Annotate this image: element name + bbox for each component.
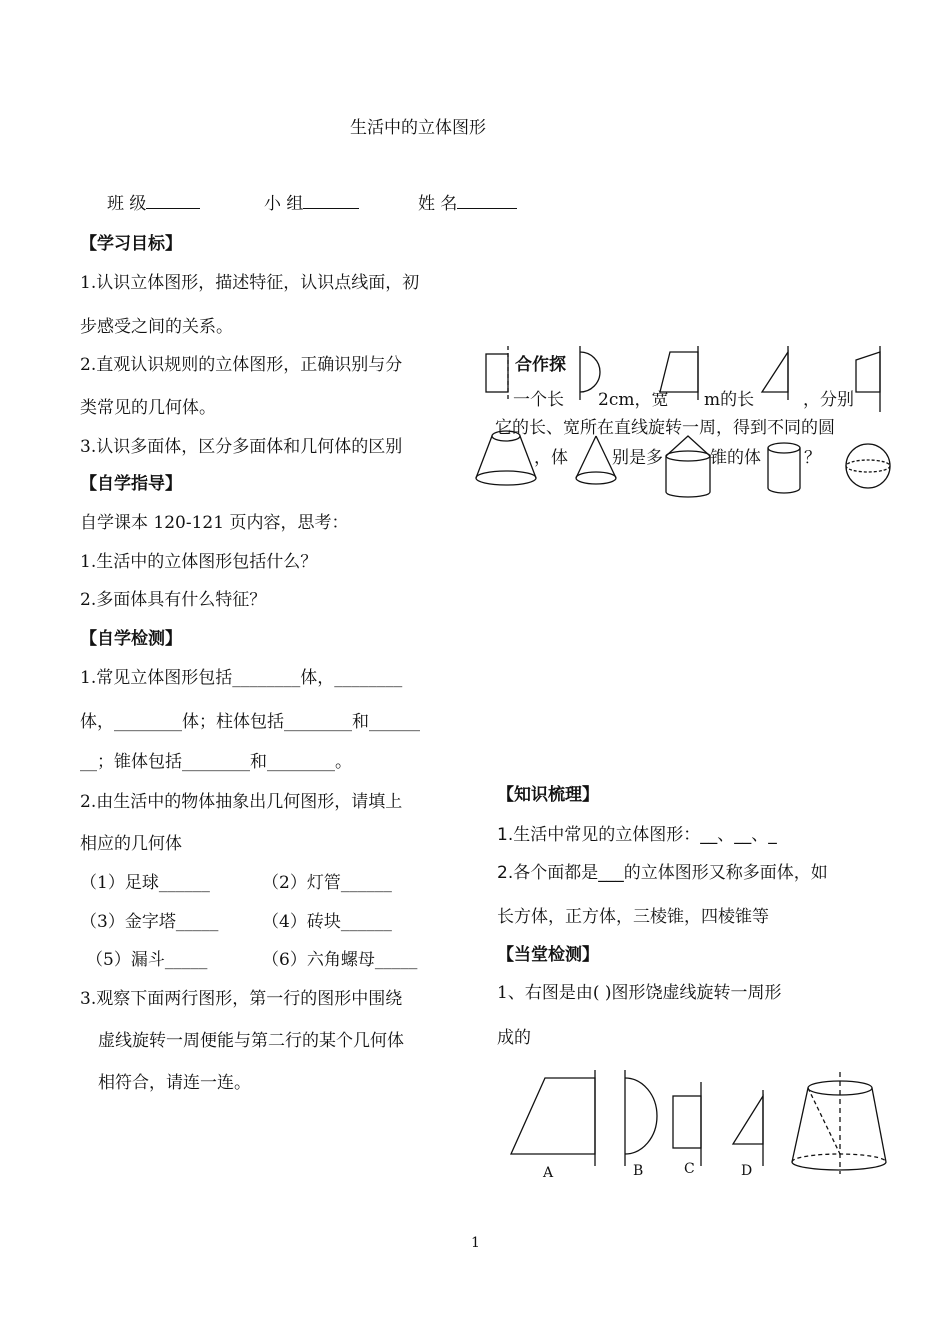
option-c-rectangle [673,1096,701,1148]
frustum-base [476,471,536,485]
frustum-hidden-edge [808,1088,840,1154]
page-number: 1 [471,1235,480,1251]
group-blank[interactable] [303,194,359,209]
option-label: D [741,1163,753,1179]
cone-cylinder-middle [666,451,710,461]
guide-heading: 【自学指导】 [80,474,182,494]
objectives-heading: 【学习目标】 [80,234,182,254]
guide-line: 自学课本 120-121 页内容，思考： [80,513,349,533]
summary-line: 1.生活中常见的立体图形：__、__、_ [497,825,777,845]
check-item: （3）金字塔_____ [80,912,219,932]
page-title: 生活中的立体图形 [350,118,486,138]
summary-line: 2.各个面都是___的立体图形又称多面体，如 [497,863,828,883]
option-label: C [684,1161,695,1177]
explore-fragment: ，体 [534,448,568,468]
check-item: （5）漏斗_____ [86,950,208,970]
check-heading: 【自学检测】 [80,629,182,649]
frustum-side [872,1088,886,1162]
explore-fragment: ，分别 [803,390,854,410]
objectives-line: 3.认识多面体，区分多面体和几何体的区别 [80,437,403,457]
cone-base [576,472,616,484]
objectives-line: 步感受之间的关系。 [80,317,233,337]
class-field[interactable] [107,189,200,214]
check-line: 相符合，请连一连。 [98,1073,251,1093]
class-blank[interactable] [146,194,200,209]
explore-fragment: ？ [804,448,821,468]
check-item: （6）六角螺母_____ [262,950,418,970]
check-item: （2）灯管______ [262,873,392,893]
explore-line: 它的长、宽所在直线旋转一周，得到不同的圆 [495,418,835,438]
check-item: （4）砖块______ [262,912,392,932]
option-a-trapezoid [511,1078,595,1154]
name-label: 姓 名 [418,194,458,214]
option-label: B [633,1163,644,1179]
name-blank[interactable] [457,194,517,209]
class-check-line: 成的 [497,1028,531,1048]
check-line: 3.观察下面两行图形，第一行的图形中围绕 [80,989,403,1009]
objectives-line: 类常见的几何体。 [80,398,216,418]
guide-line: 2.多面体具有什么特征？ [80,590,267,610]
frustum-side [792,1088,808,1162]
explore-fragment: 锥的体 [710,448,761,468]
rotation-figures [505,1070,905,1185]
check-line: 1.常见立体图形包括________体，________ [80,668,403,688]
check-line: 2.由生活中的物体抽象出几何图形，请填上 [80,792,403,812]
option-d-triangle [733,1096,763,1144]
explore-fragment: 2cm，宽 [598,390,669,410]
cone-cylinder-base [666,492,710,497]
check-line: 虚线旋转一周便能与第二行的某个几何体 [98,1031,404,1051]
option-label: A [543,1165,554,1181]
group-field[interactable] [264,189,359,214]
explore-fragment: 一个长 [513,390,564,410]
class-check-line: 1、右图是由( )图形饶虚线旋转一周形 [497,983,782,1003]
summary-line: 长方体，正方体，三棱锥，四棱锥等 [497,907,769,927]
check-item: （1）足球______ [80,873,210,893]
explore-fragment: 别是多 [612,448,663,468]
group-label: 小 组 [264,194,304,214]
sphere-equator [846,460,890,472]
cylinder-top [768,443,800,453]
cylinder-base [768,488,800,493]
check-line: 相应的几何体 [80,834,182,854]
explore-fragment: m的长 [704,390,755,410]
explore-heading: 合作探 [515,350,566,375]
class-label: 班 级 [107,194,147,214]
sphere-outline [846,444,890,488]
objectives-line: 1.认识立体图形，描述特征，认识点线面，初 [80,273,420,293]
rectangle-shape [486,354,508,392]
check-line: __；锥体包括________和________。 [80,752,352,772]
right-trapezoid-shape [856,352,880,392]
objectives-line: 2.直观认识规则的立体图形，正确识别与分 [80,355,403,375]
name-field[interactable] [418,189,517,214]
class-check-heading: 【当堂检测】 [497,945,599,965]
frustum-base-front [792,1162,886,1170]
summary-heading: 【知识梳理】 [497,785,599,805]
check-line: 体，________体；柱体包括________和______ [80,712,420,732]
guide-line: 1.生活中的立体图形包括什么？ [80,552,318,572]
triangle-shape [762,352,788,392]
frustum-base-back [792,1154,886,1162]
option-b-semicircle [625,1078,657,1154]
semicircle-shape [580,352,600,392]
